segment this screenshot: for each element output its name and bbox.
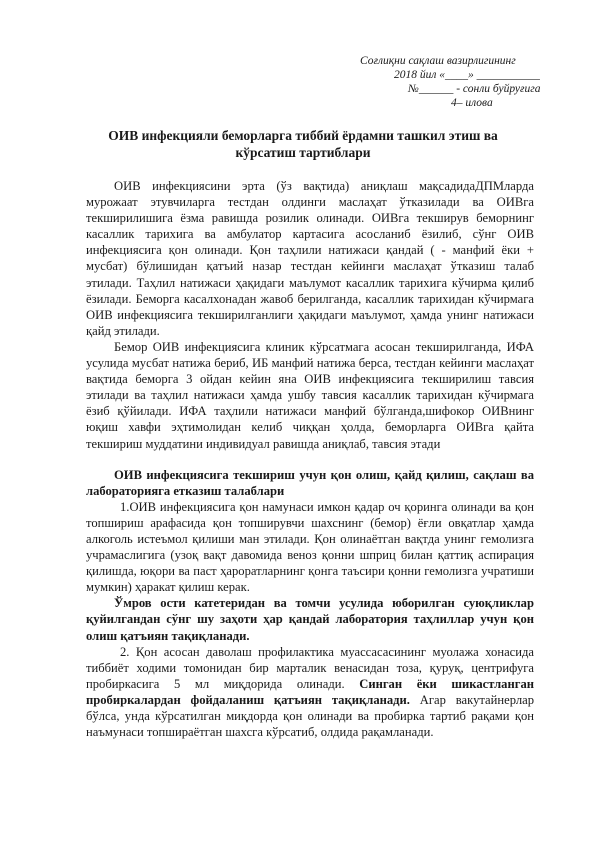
paragraph-2: Бемор ОИВ инфекциясига клиник кўрсатмага асосан текширилганда, ИФА усулида мусбат натижа бериб, ИБ манфий натижа берса, тестдан кейинги маслаҳат вақтида беморга 3 ойдан кейин яна ОИВ инфекциясига текширилиш тавсия этилади ва таҳлил натижаси ҳамда ушбу тавсия касаллик тарихидан кўчирмага ёзиб қўйилади. ИФА таҳлили натижаси манфий бўлганда,шифокор ОИВнинг юқиш хавфи эҳтимолидан келиб чиққан ҳолда, беморларга ОИВга қайта текшириш муддатини индивидуал равишда аниқлаб, тавсия этади <box>86 339 534 451</box>
header-line-ministry: Соғлиқни сақлаш вазирлигининг <box>360 55 516 67</box>
paragraph-5-bold: Синган ёки шикастланган пробиркалардан фойдаланиш қатъиян тақиқланади. <box>86 676 534 707</box>
document-title: ОИВ инфекцияли беморларга тиббий ёрдамни ташкил этиш ва кўрсатиш тартиблари <box>108 128 498 160</box>
paragraph-5-text: 2. Қон асосан даволаш профилактика муассасасининг муолажа хонасида тиббиёт ходими томонидан бир марталик венасидан тоза, қуруқ, центрифуга пробиркасига 5 мл миқдорида олинади. <box>86 644 534 691</box>
paragraph-5-tail: Агар вакутайнерлар бўлса, унда кўрсатилган миқдорда қон олинади ва пробирка тартиб рақами қон наъмунаси топшираётган шахсга кўрсатиб, олдида рақамланади. <box>86 692 535 740</box>
paragraph-5 <box>86 644 534 741</box>
paragraph-3: 1.ОИВ инфекциясига қон намунаси имкон қадар оч қоринга олинади ва қон топшириш арафасида қон топширувчи шахснинг (бемор) ёғли овқатлар ҳамда алкоголь истеъмол қилиши ман этилади. Қон олинаётган вақтда унинг гемолизга учрамаслигига (узоқ вақт давомида веноз қонни шприц билан қаттиқ аспирация қилишда, юқори ва паст ҳароратларнинг қонга таъсири қонни гемолизга учратиши мумкин) ҳаракат қилиш керак. <box>86 499 534 595</box>
section-heading: ОИВ инфекциясига текшириш учун қон олиш, қайд қилиш, сақлаш ва лабораторияга етказиш талаблари <box>86 467 534 498</box>
document-body <box>86 178 534 740</box>
paragraph-4 <box>86 595 534 643</box>
approval-header <box>360 54 560 110</box>
paragraph-4-bold: Ўмров ости катетеридан ва томчи усулида юборилган суюқликлар қуйилгандан сўнг шу заҳоти ҳар қандай лаборатория таҳлиллар учун қон олиш қатъиян тақиқланади. <box>86 596 534 643</box>
paragraph-1: ОИВ инфекциясини эрта (ўз вақтида) аниқлаш мақсадидаДПМларда мурожаат этувчиларга тестдан олдинги маслаҳат ўтказилади ва ОИВга текширилишига ёзма равишда розилик олинади. ОИВга текширув беморнинг касаллик тарихига ва амбулатор картасига асосланиб ёзилиб, сўнг ОИВ инфекциясига қон олинади. Қон таҳлили натижаси қандай ( - манфий ёки + мусбат) бўлишидан қатъий назар тестдан кейинги маслаҳат ўтказиш талаб этилади. Таҳлил натижаси ҳақидаги маълумот касаллик тарихига кўчирма қилиб ёзилади. Беморга касалхонадан жавоб берилганда, касаллик тарихидан кўчирмага ОИВ инфекциясига текширилганлиги ҳақидаги маълумот, ҳамда унинг натижаси қайд этилади. <box>86 179 534 338</box>
header-line-date: 2018 йил «____» ___________ <box>394 69 540 81</box>
header-line-appendix: 4– илова <box>451 97 493 109</box>
header-line-order: №______ - сонли буйруғига <box>408 83 541 95</box>
